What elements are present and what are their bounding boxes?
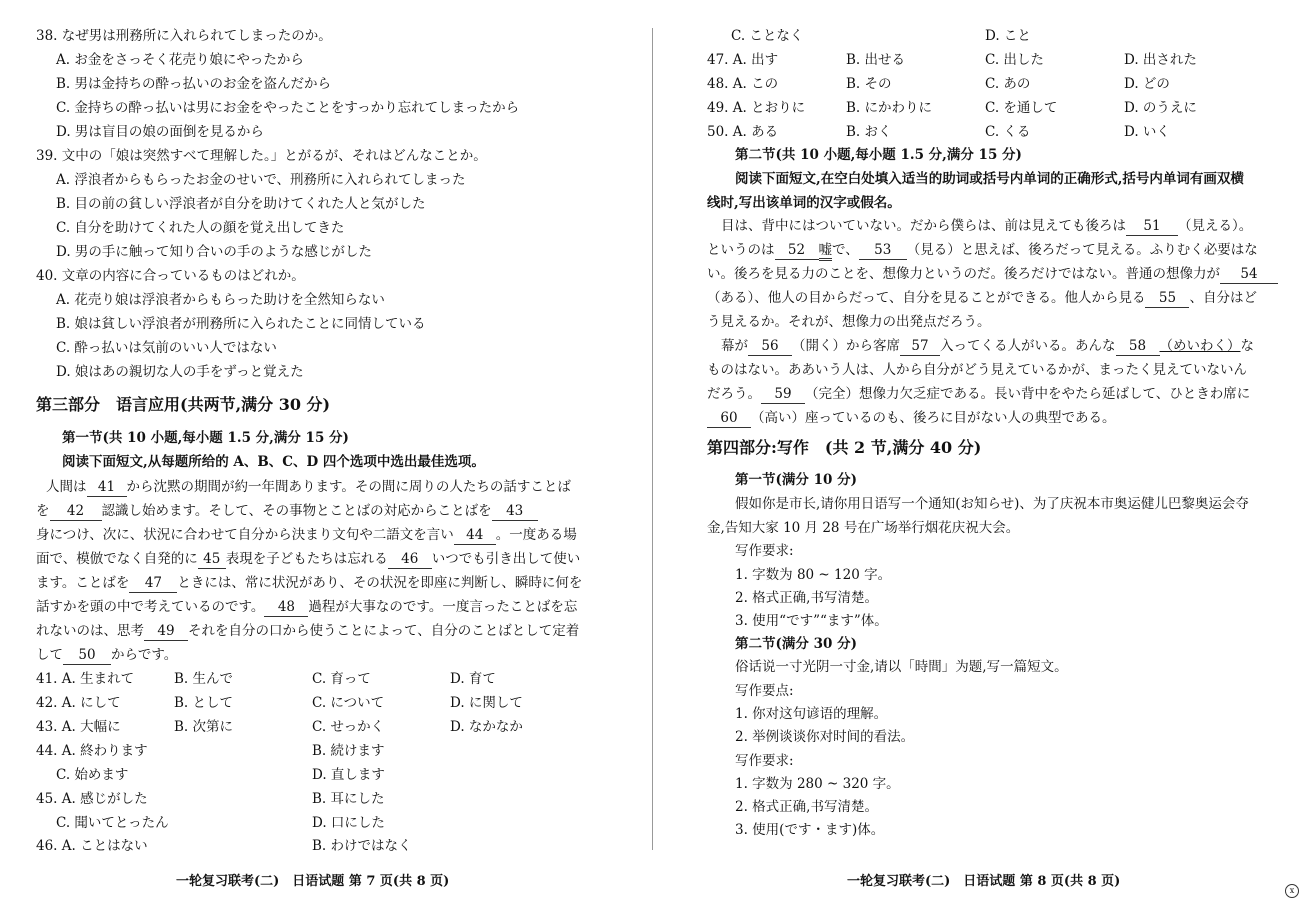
blank-53: 53 <box>859 242 907 260</box>
blank-57: 57 <box>900 338 940 356</box>
q45-option-a: 45. A. 感じがした <box>36 791 148 807</box>
q39-option-d: D. 男の手に触って知り合いの手のような感じがした <box>56 244 372 260</box>
reading-line-3: い。後ろを見る力のことを、想像力というのだ。後ろだけではない。普通の想像力が 54 <box>707 264 1278 284</box>
right-page: C. ことなく D. こと 47. A. 出す B. 出せる C. 出した D. 出された 48. A. この B. その C. あの D. どの 49. A. とおりに B. にかわりに C. を通して D. のうえに 50. A. ある B. おく C. くる D. いく 第二节(共 10 小题,每小题 1.5 分,满分 15 分) 阅读下面短文,在空白处填入适当的助词或括号内单词的正确形式,括号内单词有画双横 线时,写出该单词的汉字或假名。 目は、背中にはついていない。だから僕らは、前は見えても後ろは 51 （見える）。 というのは 52 嘘で、 53 （見る）と思えば、後ろだって見える。ふりむく必要はな い。後ろを見る力のことを、想像力というのだ。後ろだけではない。普通の想像力が 54 （ある）、他人の目からだって、自分を見ることができる。他人から見る 55 、自分はど う見えるか。それが、想像力の出発点だろう。 幕が 56 （開く）から客席 57 入ってくる人がいる。あんな 58 （めいわく）な ものはない。ああいう人は、人から自分がどう見えているかが、まったく見えていないん だろう。 59 （完全）想像力欠乏症である。長い背中をやたら延ばして、ひときわ席に 60 （高い）座っているのも、後ろに目がない人の典型である。 第四部分:写作 (共 2 节,满分 40 分) 第一节(满分 10 分) 假如你是市长,请你用日语写一个通知(お知らせ)、为了庆祝本市奥运健儿巴黎奥运会夺 金,告知大家 10 月 28 号在广场举行烟花庆祝大会。 写作要求: 1. 字数为 80 ~ 120 字。 2. 格式正确,书写清楚。 3. 使用“です”“ます”体。 第二节(满分 30 分) 俗话说一寸光阴一寸金,请以「時間」为题,写一篇短文。 写作要点: 1. 你对这句谚语的理解。 2. 举例谈谈你对时间的看法。 写作要求: 1. 字数为 280 ~ 320 字。 2. 格式正确,书写清楚。 3. 使用(です・ます)体。 一轮复习联考(二) 日语试题 第 8 页(共 8 页) <box>655 0 1307 900</box>
page-corner-mark-icon: x <box>1285 884 1299 898</box>
reading-line-7: ものはない。ああいう人は、人から自分がどう見えているかが、まったく見えていないん <box>707 362 1247 378</box>
section2-instructions-2: 线时,写出该单词的汉字或假名。 <box>707 195 901 211</box>
q40-option-a: A. 花売り娘は浮浪者からもらった助けを全然知らない <box>56 292 385 308</box>
writing2-line-1: 俗话说一寸光阴一寸金,请以「時間」为题,写一篇短文。 <box>735 659 1068 675</box>
writing2-req-3: 3. 使用(です・ます)体。 <box>735 822 885 838</box>
q45-option-b: B. 耳にした <box>312 791 385 807</box>
writing2-req-1: 1. 字数为 280 ~ 320 字。 <box>735 776 900 792</box>
reading-line-6: 幕が 56 （開く）から客席 57 入ってくる人がいる。あんな 58 （めいわく）な <box>721 338 1254 354</box>
q39-option-b: B. 目の前の貧しい浮浪者が自分を助けてくれた人と気がした <box>56 196 426 212</box>
blank-48: 48 <box>264 599 308 617</box>
reading-line-1: 目は、背中にはついていない。だから僕らは、前は見えても後ろは 51 （見える）。 <box>721 218 1253 234</box>
writing1-req-3: 3. 使用“です”“ます”体。 <box>735 613 888 629</box>
page-footer-8: 一轮复习联考(二) 日语试题 第 8 页(共 8 页) <box>847 874 1121 889</box>
blank-45: 45 <box>198 551 226 569</box>
writing1-title: 第一节(满分 10 分) <box>735 472 857 488</box>
q44-option-b: B. 続けます <box>312 743 385 759</box>
blank-49: 49 <box>144 623 188 641</box>
q40-option-b: B. 娘は貧しい浮浪者が刑務所に入られたことに同情している <box>56 316 426 332</box>
writing1-requirements: 写作要求: <box>735 543 794 559</box>
reading-line-9: 60 （高い）座っているのも、後ろに目がない人の典型である。 <box>707 408 1116 428</box>
passage-line-7: れないのは、思考 49 それを自分の口から使うことによって、自分のことばとして定着 <box>36 623 580 639</box>
q44-option-a: 44. A. 終わります <box>36 743 148 759</box>
wavy-underlined-word: （めいわく） <box>1159 338 1241 354</box>
passage-line-1: 人間は 41 から沈黙の期間が約一年間あります。その間に周りの人たちの話すことば <box>46 479 571 495</box>
reading-line-2: というのは 52 嘘で、 53 （見る）と思えば、後ろだって見える。ふりむく必要はな <box>707 240 1258 260</box>
passage-line-3: 身につけ、次に、状況に合わせて自分から決まり文句や二語文を言い 44 。一度ある場 <box>36 527 577 543</box>
blank-58: 58 <box>1116 338 1160 356</box>
blank-54: 54 <box>1220 266 1278 284</box>
writing1-line-2: 金,告知大家 10 月 28 号在广场举行烟花庆祝大会。 <box>707 520 1020 536</box>
q40-option-c: C. 酔っ払いは気前のいい人ではない <box>56 340 277 356</box>
q46-option-d: D. こと <box>985 28 1031 44</box>
q45-option-c: C. 聞いてとったん <box>56 815 169 831</box>
q44-option-d: D. 直します <box>312 767 385 783</box>
blank-47: 47 <box>129 575 177 593</box>
blank-44: 44 <box>454 527 496 545</box>
q44-option-c: C. 始めます <box>56 767 129 783</box>
page-divider <box>652 28 653 850</box>
q46-option-c: C. ことなく <box>731 28 804 44</box>
q39-option-c: C. 自分を助けてくれた人の顔を覚え出してきた <box>56 220 345 236</box>
q40-option-d: D. 娘はあの親切な人の手をずっと覚えた <box>56 364 304 380</box>
blank-46: 46 <box>388 551 432 569</box>
blank-55: 55 <box>1145 290 1189 308</box>
section2-instructions-1: 阅读下面短文,在空白处填入适当的助词或括号内单词的正确形式,括号内单词有画双横 <box>735 171 1244 187</box>
q38-option-a: A. お金をさっそく花売り娘にやったから <box>56 52 304 68</box>
writing2-requirements: 写作要求: <box>735 753 794 769</box>
section1-title: 第一节(共 10 小题,每小题 1.5 分,满分 15 分) <box>62 430 349 446</box>
q46-option-b: B. わけではなく <box>312 838 412 854</box>
reading-line-5: う見えるか。それが、想像力の出発点だろう。 <box>707 314 991 330</box>
writing2-point-1: 1. 你对这句谚语的理解。 <box>735 706 888 722</box>
blank-56: 56 <box>748 338 792 356</box>
q45-option-d: D. 口にした <box>312 815 385 831</box>
q39-stem: 39. 文中の「娘は突然すべて理解した。」とがるが、それはどんなことか。 <box>36 148 487 164</box>
q40-stem: 40. 文章の内容に合っているものはどれか。 <box>36 268 305 284</box>
part3-title: 第三部分 语言应用(共两节,满分 30 分) <box>36 395 331 414</box>
part4-title: 第四部分:写作 (共 2 节,满分 40 分) <box>707 438 982 457</box>
q38-option-c: C. 金持ちの酔っ払いは男にお金をやったことをすっかり忘れてしまったから <box>56 100 520 116</box>
q38-option-d: D. 男は盲目の娘の面倒を見るから <box>56 124 264 140</box>
blank-51: 51 <box>1126 218 1178 236</box>
q46-option-a: 46. A. ことはない <box>36 838 148 854</box>
writing1-req-1: 1. 字数为 80 ~ 120 字。 <box>735 567 892 583</box>
blank-50: 50 <box>63 647 111 665</box>
reading-line-4: （ある）、他人の目からだって、自分を見ることができる。他人から見る 55 、自分はど <box>707 290 1257 306</box>
writing2-title: 第二节(满分 30 分) <box>735 636 857 652</box>
blank-59: 59 <box>761 386 805 404</box>
writing2-points: 写作要点: <box>735 683 794 699</box>
blank-52: 52 <box>775 242 819 260</box>
blank-41: 41 <box>87 479 127 497</box>
q39-option-a: A. 浮浪者からもらったお金のせいで、刑務所に入れられてしまった <box>56 172 466 188</box>
blank-43: 43 <box>492 503 538 521</box>
passage-line-6: 話すかを頭の中で考えているのです。 48 過程が大事なのです。一度言ったことばを忘 <box>36 599 578 615</box>
passage-line-8: して 50 からです。 <box>36 647 178 663</box>
writing2-req-2: 2. 格式正确,书写清楚。 <box>735 799 878 815</box>
writing2-point-2: 2. 举例谈谈你对时间的看法。 <box>735 729 915 745</box>
passage-line-4: 面で、模倣でなく自発的に 45 表現を子どもたちは忘れる 46 いつでも引き出して使い <box>36 551 581 567</box>
section2-title: 第二节(共 10 小题,每小题 1.5 分,满分 15 分) <box>735 147 1022 163</box>
blank-42: 42 <box>50 503 102 521</box>
writing1-req-2: 2. 格式正确,书写清楚。 <box>735 590 878 606</box>
q38-stem: 38. なぜ男は刑務所に入れられてしまったのか。 <box>36 28 332 44</box>
blank-60: 60 <box>707 410 751 428</box>
passage-line-5: ます。ことばを 47 ときには、常に状況があり、その状況を即座に判断し、瞬時に何を <box>36 575 583 591</box>
reading-line-8: だろう。 59 （完全）想像力欠乏症である。長い背中をやたら延ばして、ひときわ席に <box>707 386 1251 402</box>
passage-line-2: を 42 認識し始めます。そして、その事物とことばの対応からことばを 43 <box>36 501 538 521</box>
section1-instructions: 阅读下面短文,从每题所给的 A、B、C、D 四个选项中选出最佳选项。 <box>62 454 485 470</box>
left-page: 38. なぜ男は刑務所に入れられてしまったのか。 A. お金をさっそく花売り娘にやったから B. 男は金持ちの酔っ払いのお金を盗んだから C. 金持ちの酔っ払いは男にお金をやったことをすっかり忘れてしまったから D. 男は盲目の娘の面倒を見るから 39. 文中の「娘は突然すべて理解した。」とがるが、それはどんなことか。 A. 浮浪者からもらったお金のせいで、刑務所に入れられてしまった B. 目の前の貧しい浮浪者が自分を助けてくれた人と気がした C. 自分を助けてくれた人の顔を覚え出してきた D. 男の手に触って知り合いの手のような感じがした 40. 文章の内容に合っているものはどれか。 A. 花売り娘は浮浪者からもらった助けを全然知らない B. 娘は貧しい浮浪者が刑務所に入られたことに同情している C. 酔っ払いは気前のいい人ではない D. 娘はあの親切な人の手をずっと覚えた 第三部分 语言应用(共两节,满分 30 分) 第一节(共 10 小题,每小题 1.5 分,满分 15 分) 阅读下面短文,从每题所给的 A、B、C、D 四个选项中选出最佳选项。 人間は 41 から沈黙の期間が約一年間あります。その間に周りの人たちの話すことば を 42 認識し始めます。そして、その事物とことばの対応からことばを 43 身につけ、次に、状況に合わせて自分から決まり文句や二語文を言い 44 。一度ある場 面で、模倣でなく自発的に 45 表現を子どもたちは忘れる 46 いつでも引き出して使い ます。ことばを 47 ときには、常に状況があり、その状況を即座に判断し、瞬時に何を 話すかを頭の中で考えているのです。 48 過程が大事なのです。一度言ったことばを忘 れないのは、思考 49 それを自分の口から使うことによって、自分のことばとして定着 して 50 からです。 41. A. 生まれて B. 生んで C. 育って D. 育て 42. A. にして B. として C. について D. に関して 43. A. 大幅に B. 次第に C. せっかく D. なかなか 44. A. 終わります B. 続けます C. 始めます D. 直します 45. A. 感じがした B. 耳にした C. 聞いてとったん D. 口にした 46. A. ことはない B. わけではなく 一轮复习联考(二) 日语试题 第 7 页(共 8 页) <box>36 28 583 889</box>
double-underlined-word: 嘘 <box>819 242 833 261</box>
page-footer-7: 一轮复习联考(二) 日语试题 第 7 页(共 8 页) <box>176 874 450 889</box>
q38-option-b: B. 男は金持ちの酔っ払いのお金を盗んだから <box>56 76 332 92</box>
writing1-line-1: 假如你是市长,请你用日语写一个通知(お知らせ)、为了庆祝本市奥运健儿巴黎奥运会夺 <box>735 496 1249 512</box>
